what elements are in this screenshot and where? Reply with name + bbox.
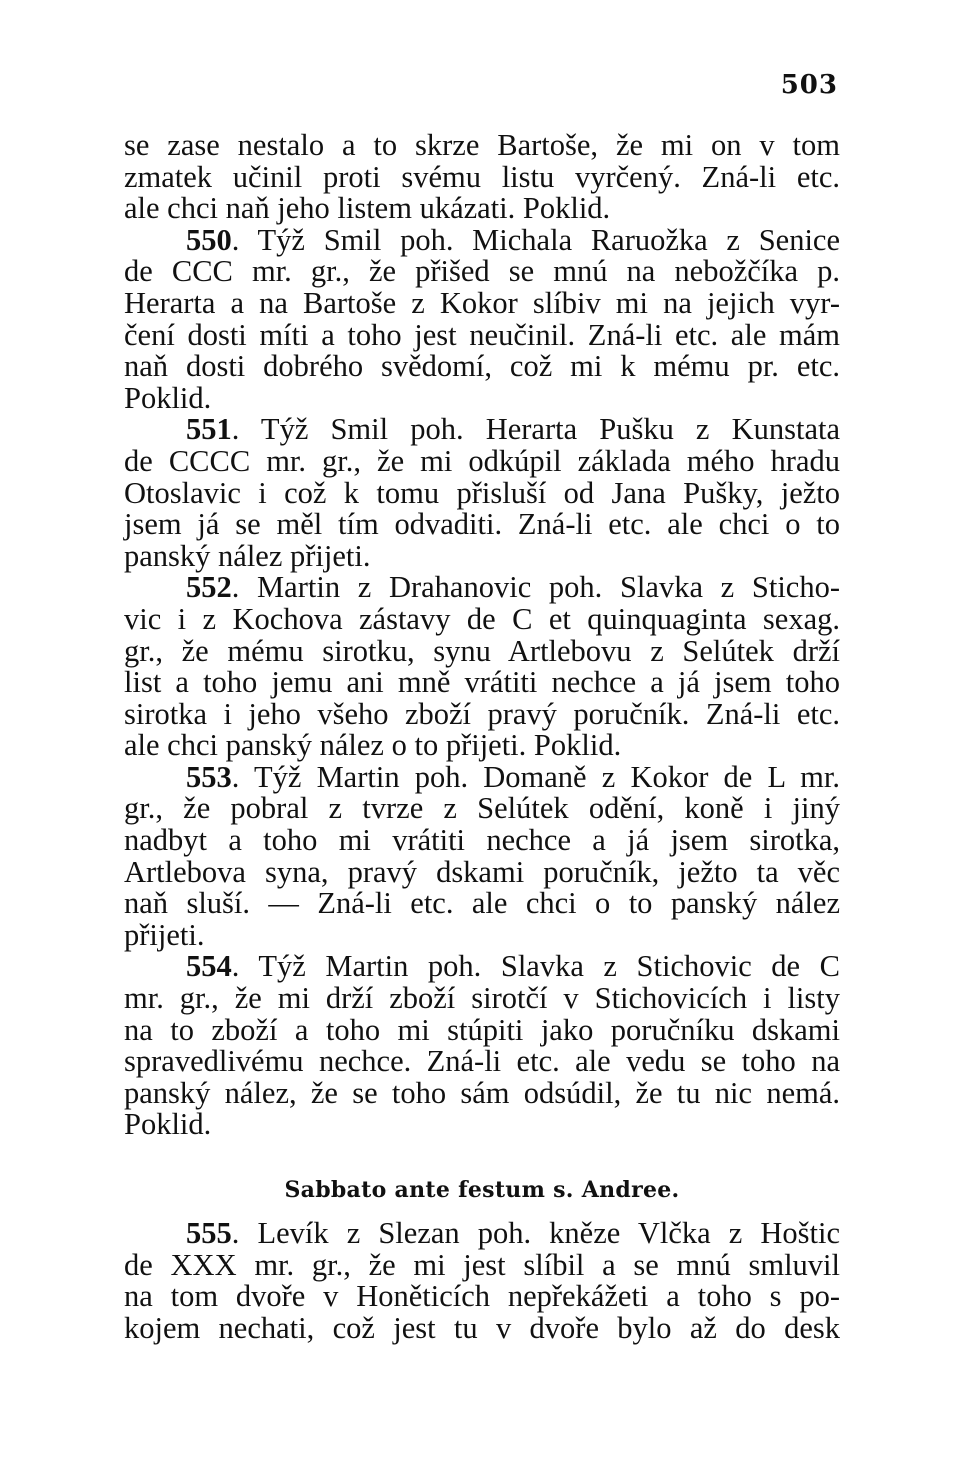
text-line: spravedlivému nechce. Zná-li etc. ale vedu se toho na [124,1044,840,1079]
entry-number: 553 [186,759,232,794]
entry-number: 554 [186,949,232,984]
text-line: list a toho jemu ani mně vrátiti nechce a já jsem toho [124,665,840,700]
text-line [124,414,840,446]
text-line: na tom dvoře v Honěticích nepřekážeti a toho s po- [124,1279,840,1314]
text-line [124,951,840,983]
lower-text-block [124,1218,840,1344]
text-line: nadbyt a toho mi vrátiti nechce a já jsem sirotka, [124,823,840,858]
text-line: naň dosti dobrého svědomí, což mi k mému pr. etc. [124,349,840,384]
entry-number: 552 [186,570,232,605]
entry-number: 550 [186,222,232,257]
text-line [124,222,840,257]
text-line: čení dosti míti a toho jest neučinil. Zná-li etc. ale mám [124,317,840,352]
main-text-block [124,130,840,1141]
page-number: 503 [780,70,838,100]
text-line: sirotka i jeho všeho zboží pravý poručník. Zná-li etc. [124,696,840,731]
text-line: mr. gr., že mi drží zboží sirotčí v Stichovicích i listy [124,981,840,1016]
entry-553 [124,759,840,952]
entry-555 [124,1218,840,1344]
text-line: Artlebova syna, pravý dskami poručník, ježto ta věc [124,854,840,889]
text-line: ale chci panský nález o to přijeti. Poklid. [124,728,622,763]
text-fragment: . Levík z Slezan poh. kněze Vlčka z Hoštic [231,1216,840,1250]
entry-550 [124,222,840,415]
text-fragment: . Týž Martin poh. Domaně z Kokor de L mr. [231,759,840,794]
text-fragment: . Martin z Drahanovic poh. Slavka z Sticho- [231,570,840,605]
text-line: Poklid. [124,380,212,415]
entry-number: 555 [186,1216,232,1250]
paragraph-continuation [124,130,840,225]
text-line: na to zboží a toho mi stúpiti jako poručníku dskami [124,1012,840,1047]
entry-552 [124,572,840,762]
text-fragment: . Týž Martin poh. Slavka z Stichovic de C [231,949,840,984]
text-line [124,1218,840,1250]
text-line: ale chci naň jeho listem ukázati. Poklid. [124,191,611,226]
text-fragment: . Týž Smil poh. Herarta Pušku z Kunstata [231,412,840,447]
text-line: Herarta a na Bartoše z Kokor slíbiv mi na jejich vyr- [124,285,840,320]
text-line: panský nález, že se toho sám odsúdil, že tu nic nemá. [124,1075,840,1110]
text-line: přijeti. [124,917,205,952]
text-line: naň sluší. — Zná-li etc. ale chci o to panský nález [124,886,840,921]
text-line: panský nález přijeti. [124,538,371,573]
text-line: de CCCC mr. gr., že mi odkúpil základa mého hradu [124,443,840,478]
text-line: de CCC mr. gr., že přišed se mnú na nebožčíka p. [124,254,840,289]
text-line: vic i z Kochova zástavy de C et quinquaginta sexag. [124,601,840,636]
text-line: se zase nestalo a to skrze Bartoše, že mi on v tom [124,128,840,162]
text-line: kojem nechati, což jest tu v dvoře bylo až do desk [124,1310,840,1345]
text-line: gr., že pobral z tvrze z Selútek odění, koně i jiný [124,791,840,826]
text-line: de XXX mr. gr., že mi jest slíbil a se mnú smluvil [124,1247,840,1282]
text-line [124,759,840,794]
text-line: zmatek učinil proti svému listu vyrčený. Zná-li etc. [124,159,840,194]
section-heading: Sabbato ante festum s. Andree. [284,1177,680,1203]
text-line [124,572,840,604]
text-line: Poklid. [124,1107,212,1142]
entry-number: 551 [186,412,232,447]
entry-551 [124,414,840,572]
entry-554 [124,951,840,1141]
text-fragment: . Týž Smil poh. Michala Raruožka z Senice [231,222,840,257]
text-line: jsem já se měl tím odvaditi. Zná-li etc. ale chci o to [124,507,840,542]
text-line: Otoslavic i což k tomu přisluší od Jana Pušky, ježto [124,475,840,510]
text-line: gr., že mému sirotku, synu Artlebovu z Selútek drží [124,633,840,668]
